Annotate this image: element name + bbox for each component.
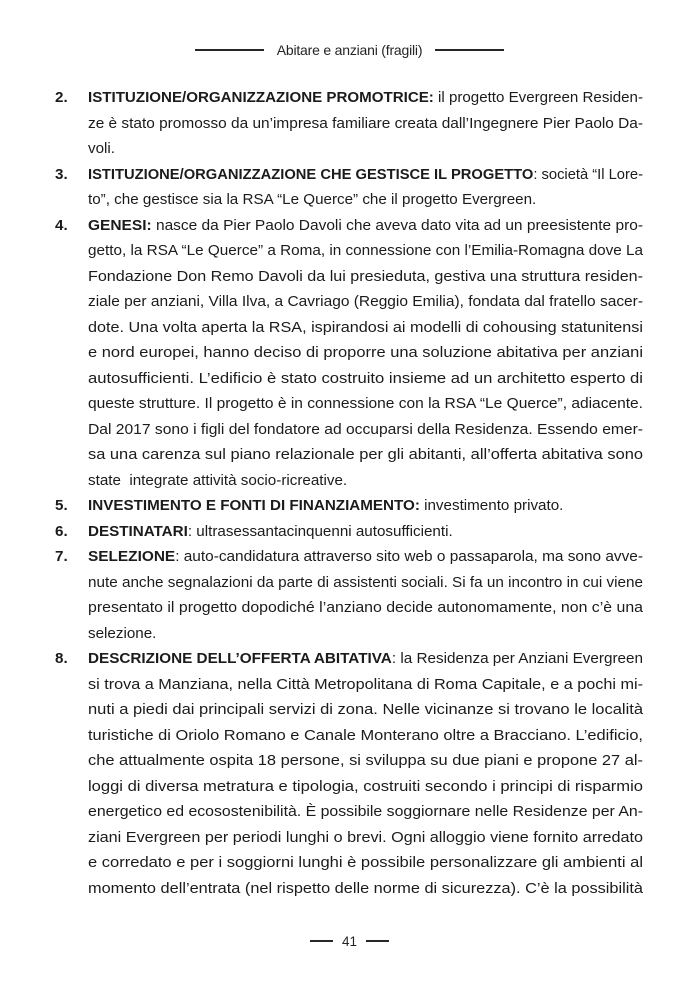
list-item xyxy=(55,213,643,494)
text-line: Dal 2017 sono i figli del fondatore ad occuparsi della Residenza. Essendo emer- xyxy=(88,420,643,438)
item-number: 5. xyxy=(55,497,68,514)
text-line: GENESI: nasce da Pier Paolo Davoli che aveva dato vita ad un preesistente pro- xyxy=(88,216,643,234)
text-line: getto, la RSA “Le Querce” a Roma, in connessione con l’Emilia-Romagna dove La xyxy=(88,242,643,259)
text-line: nuti a piedi dai principali servizi di zona. Nelle vicinanze si trovano le località xyxy=(88,701,643,718)
item-number: 6. xyxy=(55,522,68,540)
text-line: state integrate attività socio-ricreative. xyxy=(88,471,348,489)
text-line: loggi di diversa metratura e tipologia, costruiti secondo i principi di risparmio xyxy=(88,777,643,795)
text-line: e nord europei, hanno deciso di proporre una soluzione abitativa per anziani xyxy=(88,344,643,361)
text-line: presentato il progetto dopodiché l’anziano decide autonomamente, non c’è una xyxy=(88,599,643,616)
list-item xyxy=(55,85,643,162)
list-item xyxy=(55,544,643,646)
text-line: energetico ed ecosostenibilità. È possibile soggiornare nelle Residenze per An- xyxy=(88,803,643,820)
text-line: nute anche segnalazioni da parte di assistenti sociali. Si fa un incontro in cui viene xyxy=(88,573,643,591)
text-line: sa una carenza sul piano relazionale per gli abitanti, all’offerta abitativa sono xyxy=(88,446,643,463)
list-item xyxy=(55,162,643,213)
item-heading: DESCRIZIONE DELL’OFFERTA ABITATIVA xyxy=(88,650,392,667)
text-line: ziale per anziani, Villa Ilva, a Cavriago (Reggio Emilia), fondata dal fratello sacer- xyxy=(88,293,643,310)
numbered-list xyxy=(55,85,643,901)
header-rule-left xyxy=(195,49,264,50)
text-line: momento dell’entrata (nel rispetto delle norme di sicurezza). C’è la possibilità xyxy=(88,879,643,897)
text-line: voli. xyxy=(88,140,116,157)
text-line: turistiche di Oriolo Romano e Canale Monterano oltre a Bracciano. L’edificio, xyxy=(88,726,643,744)
list-item xyxy=(55,519,643,545)
item-heading: ISTITUZIONE/ORGANIZZAZIONE PROMOTRICE: xyxy=(88,89,434,106)
text-line: Fondazione Don Remo Davoli da lui presieduta, gestiva una struttura residen- xyxy=(88,267,643,285)
running-head: Abitare e anziani (fragili) xyxy=(276,42,423,58)
text-line: ziani Evergreen per periodi lunghi o brevi. Ogni alloggio viene fornito arredato xyxy=(88,828,643,846)
item-number: 8. xyxy=(55,650,68,667)
page-number: 41 xyxy=(341,933,358,949)
item-heading: GENESI: xyxy=(88,216,152,234)
item-heading: DESTINATARI xyxy=(88,522,188,540)
text-line: to”, che gestisce sia la RSA “Le Querce” che il progetto Evergreen. xyxy=(88,191,537,208)
footer-rule-left xyxy=(310,940,333,941)
item-number: 2. xyxy=(55,89,68,106)
header-rule-right xyxy=(435,49,504,50)
item-heading: SELEZIONE xyxy=(88,548,176,565)
page-footer xyxy=(0,932,699,950)
text-line: si trova a Manziana, nella Città Metropolitana di Roma Capitale, e a pochi mi- xyxy=(88,675,643,693)
text-line: che attualmente ospita 18 persone, si sviluppa su due piani e propone 27 al- xyxy=(88,752,643,769)
page-header xyxy=(0,42,699,58)
text-line: DESCRIZIONE DELL’OFFERTA ABITATIVA: la Residenza per Anziani Evergreen xyxy=(88,650,643,667)
footer-rule-right xyxy=(366,940,389,941)
item-number: 7. xyxy=(55,548,68,565)
item-heading: ISTITUZIONE/ORGANIZZAZIONE CHE GESTISCE IL PROGETTO xyxy=(88,165,534,183)
text-line: queste strutture. Il progetto è in connessione con la RSA “Le Querce”, adiacente. xyxy=(88,395,643,412)
text-line: e corredato e per i soggiorni lunghi è possibile personalizzare gli ambienti al xyxy=(88,854,643,871)
text-line: selezione. xyxy=(88,624,157,642)
text-line: autosufficienti. L’edificio è stato costruito insieme ad un architetto esperto di xyxy=(88,369,643,387)
list-item xyxy=(55,493,643,519)
item-heading: INVESTIMENTO E FONTI DI FINANZIAMENTO: xyxy=(88,497,420,514)
item-number: 3. xyxy=(55,165,68,183)
text-line: SELEZIONE: auto-candidatura attraverso sito web o passaparola, ma sono avve- xyxy=(88,548,643,565)
item-number: 4. xyxy=(55,216,68,234)
text-line: dote. Una volta aperta la RSA, ispirandosi ai modelli di cohousing statunitensi xyxy=(88,318,643,336)
list-item xyxy=(55,646,643,901)
text-line: ISTITUZIONE/ORGANIZZAZIONE PROMOTRICE: il progetto Evergreen Residen- xyxy=(88,89,643,106)
text-line: DESTINATARI: ultrasessantacinquenni autosufficienti. xyxy=(88,522,453,540)
text-line: ze è stato promosso da un’impresa familiare creata dall’Ingegnere Pier Paolo Da- xyxy=(88,114,643,132)
text-line: ISTITUZIONE/ORGANIZZAZIONE CHE GESTISCE IL PROGETTO: società “Il Lore- xyxy=(88,165,643,183)
text-line: INVESTIMENTO E FONTI DI FINANZIAMENTO: investimento privato. xyxy=(88,497,564,514)
